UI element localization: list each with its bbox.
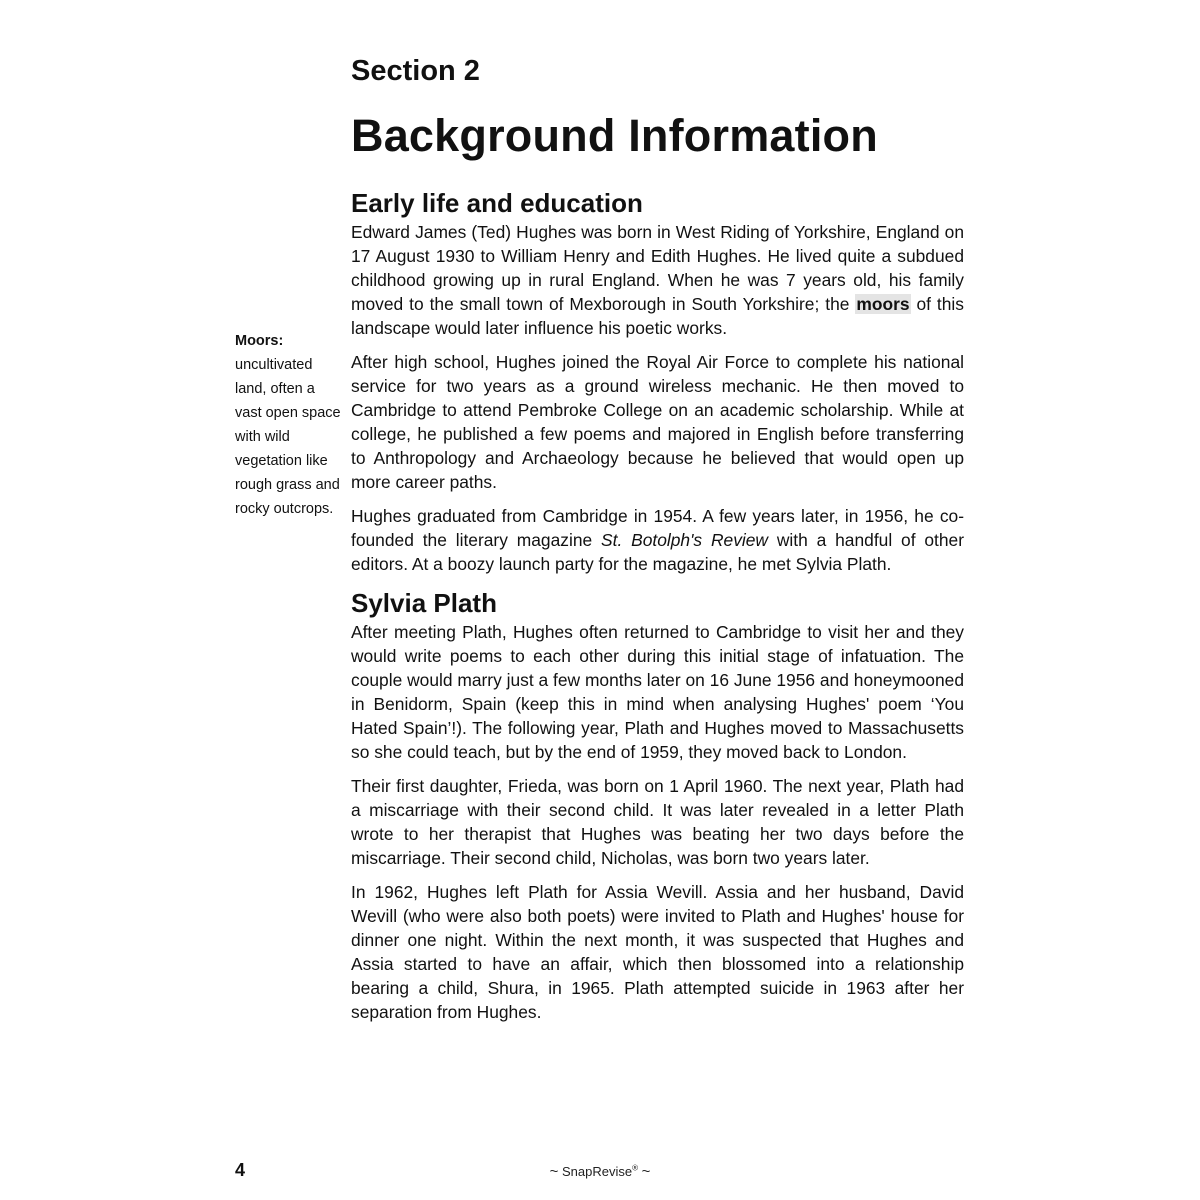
glossary-definition: uncultivated land, often a vast open space with wild vegetation like rough grass and rocky outcrops. xyxy=(235,357,341,517)
paragraph-plath-2: Their first daughter, Frieda, was born on 1 April 1960. The next year, Plath had a miscarriage with their second child. It was later revealed in a letter Plath wrote to her therapist that Hughes was beating her two days before the miscarriage. Their second child, Nicholas, was born two years later. xyxy=(351,776,964,868)
magazine-title: St. Botolph's Review xyxy=(601,530,768,550)
footer-tilde-right: ~ xyxy=(641,1163,651,1180)
footer-brand xyxy=(0,1163,1200,1180)
brand-name: SnapRevise xyxy=(561,1164,633,1179)
footer-tilde-left: ~ xyxy=(549,1163,559,1180)
page-number: 4 xyxy=(235,1160,246,1180)
glossary-term: Moors: xyxy=(235,333,284,349)
paragraph-early-1-text-a: Edward James (Ted) Hughes was born in West Riding of Yorkshire, England on 17 August 1930 to William Henry and Edith Hughes. He lived quite a subdued childhood growing up in rural England. When he was 7 years old, his family moved to the small town of Mexborough in South Yorkshire; the xyxy=(351,222,964,314)
page-title: Background Information xyxy=(351,110,878,161)
paragraph-early-3-text-a: Hughes graduated from Cambridge in 1954. A few years later, in 1956, he co-founded the literary magazine xyxy=(351,506,964,550)
section-label: Section 2 xyxy=(351,55,480,87)
paragraph-early-3 xyxy=(351,504,964,576)
paragraph-early-3-text-b: with a handful of other editors. At a boozy launch party for the magazine, he met Sylvia Plath. xyxy=(351,530,965,574)
registered-mark: ® xyxy=(632,1163,638,1173)
paragraph-early-2: After high school, Hughes joined the Royal Air Force to complete his national service for two years as a ground wireless mechanic. He then moved to Cambridge to attend Pembroke College on an academic scholarship. While at college, he published a few poems and majored in English before transferring to Anthropology and Archaeology because he believed that would open up more career paths. xyxy=(351,352,964,492)
paragraph-plath-3: In 1962, Hughes left Plath for Assia Wevill. Assia and her husband, David Wevill (who were also both poets) were invited to Plath and Hughes' house for dinner one night. Within the next month, it was suspected that Hughes and Assia started to have an affair, which then blossomed into a relationship bearing a child, Shura, in 1965. Plath attempted suicide in 1963 after her separation from Hughes. xyxy=(351,882,964,1022)
paragraph-early-1 xyxy=(351,220,964,340)
heading-sylvia-plath: Sylvia Plath xyxy=(351,588,497,618)
paragraph-plath-1: After meeting Plath, Hughes often returned to Cambridge to visit her and they would write poems to each other during this initial stage of infatuation. The couple would marry just a few months later on 16 June 1956 and honeymooned in Benidorm, Spain (keep this in mind when analysing Hughes' poem ‘You Hated Spain’!). The following year, Plath and Hughes moved to Massachusetts so she could teach, but by the end of 1959, they moved back to London. xyxy=(351,622,964,762)
paragraph-early-1-text-b: of this landscape would later influence his poetic works. xyxy=(351,294,964,338)
main-content xyxy=(351,52,964,1034)
heading-early-life: Early life and education xyxy=(351,188,643,218)
glossary-sidebar xyxy=(235,329,345,521)
glossary-term-moors: moors xyxy=(856,294,910,314)
